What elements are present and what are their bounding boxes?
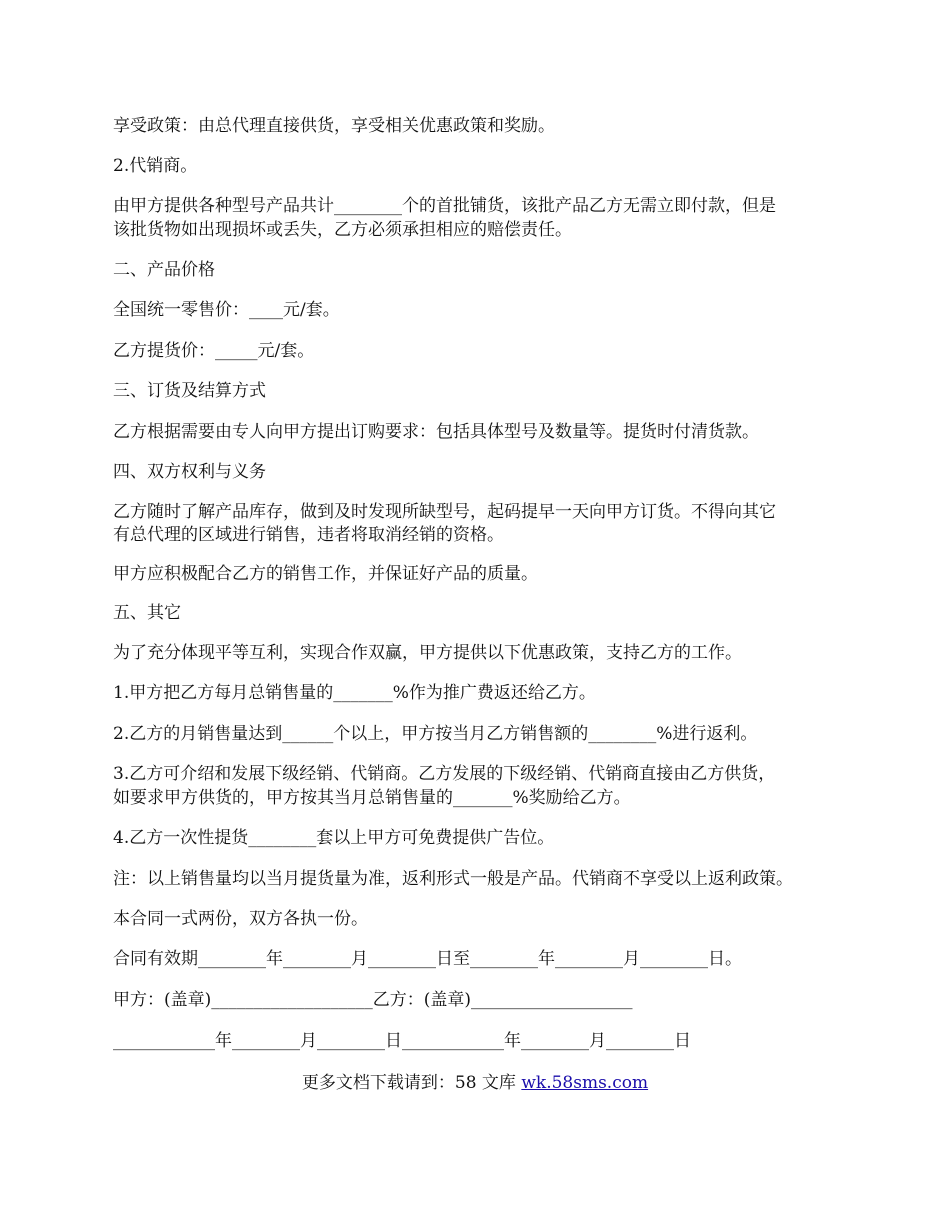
footer	[0, 1072, 950, 1094]
section-heading-rights: 四、双方权利与义务	[113, 462, 266, 482]
clause-3-line-1: 3.乙方可介绍和发展下级经销、代销商。乙方发展的下级经销、代销商直接由乙方供货，	[113, 764, 776, 784]
footer-text: 更多文档下载请到：58 文库	[301, 1073, 522, 1093]
clause-1: 1.甲方把乙方每月总销售量的_______%作为推广费返还给乙方。	[113, 683, 596, 703]
consignment-heading: 2.代销商。	[113, 156, 198, 176]
pickup-price-line: 乙方提货价：_____元/套。	[113, 341, 315, 361]
clause-3-line-2: 如要求甲方供货的，甲方按其当月总销售量的_______%奖励给乙方。	[113, 788, 631, 808]
rights-para-line-1: 乙方随时了解产品库存，做到及时发现所缺型号，起码提早一天向甲方订货。不得向其它	[113, 502, 776, 522]
signature-date-line: ____________年________月________日____________年________月________日	[113, 1031, 691, 1051]
other-intro-para: 为了充分体现平等互利，实现合作双赢，甲方提供以下优惠政策，支持乙方的工作。	[113, 643, 742, 663]
rights-para-2: 甲方应积极配合乙方的销售工作，并保证好产品的质量。	[113, 564, 538, 584]
clause-2: 2.乙方的月销售量达到______个以上，甲方按当月乙方销售额的________%进行返利。	[113, 724, 758, 744]
retail-price-line: 全国统一零售价：____元/套。	[113, 300, 340, 320]
clause-4: 4.乙方一次性提货________套以上甲方可免费提供广告位。	[113, 828, 555, 848]
section-heading-other: 五、其它	[113, 603, 181, 623]
signature-line: 甲方：(盖章)___________________乙方：(盖章)___________________	[113, 990, 633, 1010]
footer-link[interactable]: wk.58sms.com	[521, 1073, 649, 1093]
copies-line: 本合同一式两份，双方各执一份。	[113, 909, 368, 929]
consignment-para-line-1: 由甲方提供各种型号产品共计________个的首批铺货，该批产品乙方无需立即付款，但是	[113, 196, 776, 216]
validity-line: 合同有效期________年________月________日至________年________月________日。	[113, 949, 742, 969]
section-heading-price: 二、产品价格	[113, 260, 215, 280]
note-line: 注：以上销售量均以当月提货量为准，返利形式一般是产品。代销商不享受以上返利政策。	[113, 869, 793, 889]
ordering-para: 乙方根据需要由专人向甲方提出订购要求：包括具体型号及数量等。提货时付清货款。	[113, 422, 759, 442]
policy-line: 享受政策：由总代理直接供货，享受相关优惠政策和奖励。	[113, 116, 555, 136]
section-heading-ordering: 三、订货及结算方式	[113, 381, 266, 401]
consignment-para-line-2: 该批货物如出现损坏或丢失，乙方必须承担相应的赔偿责任。	[113, 220, 572, 240]
rights-para-line-2: 有总代理的区域进行销售，违者将取消经销的资格。	[113, 525, 504, 545]
